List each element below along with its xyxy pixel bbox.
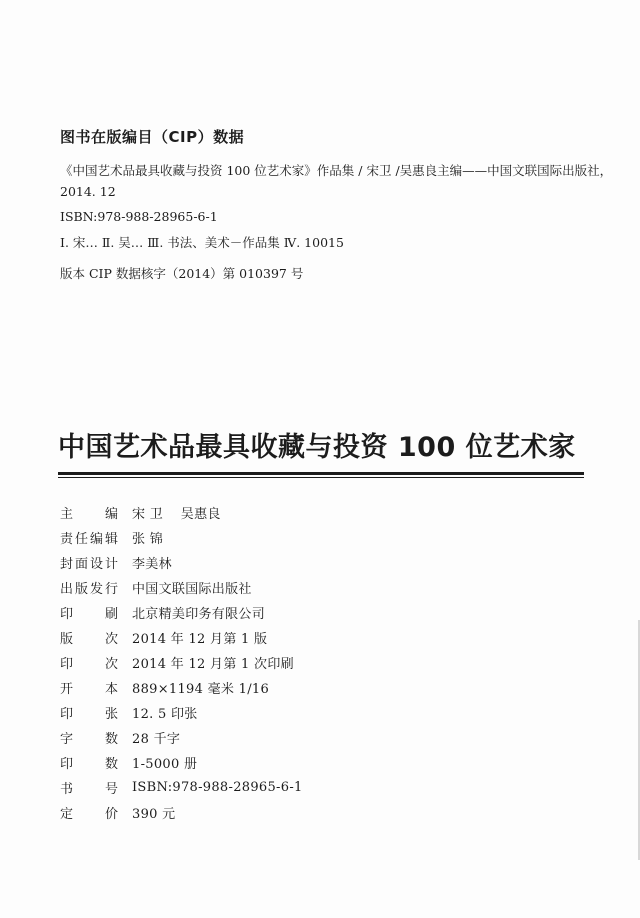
credit-value: 889×1194 毫米 1/16: [132, 682, 270, 697]
credit-label-char: 主: [60, 507, 74, 522]
credit-value: 28 千字: [132, 732, 181, 747]
cip-verification-number: 版本 CIP 数据核字（2014）第 010397 号: [60, 266, 304, 281]
credit-label: [60, 678, 118, 697]
credit-value: 2014 年 12 月第 1 次印刷: [132, 657, 294, 672]
credit-label-char: 号: [104, 782, 118, 797]
credit-label: [60, 703, 118, 722]
cip-classification: Ⅰ. 宋… Ⅱ. 吴… Ⅲ. 书法、美术－作品集 Ⅳ. 10015: [60, 235, 344, 250]
credit-label: [60, 653, 118, 672]
credit-value: 中国文联国际出版社: [132, 582, 252, 597]
credit-label-char: 印: [60, 757, 74, 772]
credit-row: [60, 675, 303, 700]
credit-label-char: 印: [60, 657, 74, 672]
book-title: 中国艺术品最具收藏与投资 100 位艺术家: [58, 432, 576, 463]
credit-label-char: 责: [60, 532, 74, 547]
credit-label: [60, 503, 118, 522]
credit-label-char: 印: [60, 707, 74, 722]
credit-label-char: 价: [104, 807, 118, 822]
credit-label-char: 书: [60, 782, 74, 797]
credit-value: 12. 5 印张: [132, 707, 198, 722]
credit-row: [60, 775, 303, 800]
credit-label-char: 次: [104, 657, 118, 672]
credit-label-char: 本: [104, 682, 118, 697]
credit-value: 宋 卫 吴惠良: [132, 507, 221, 522]
credit-label-char: 出: [60, 582, 74, 597]
credit-value: 390 元: [132, 807, 176, 822]
title-rule-thick: [58, 472, 584, 475]
credit-label: [60, 528, 118, 547]
credit-row: [60, 700, 303, 725]
credits-list: [60, 500, 303, 825]
credit-label-char: 数: [104, 757, 118, 772]
credit-label-char: 定: [60, 807, 74, 822]
credit-row: [60, 550, 303, 575]
credit-label: [60, 753, 118, 772]
credit-row: [60, 750, 303, 775]
credit-row: [60, 800, 303, 825]
credit-label-char: 次: [104, 632, 118, 647]
credit-label-char: 字: [60, 732, 74, 747]
credit-label-char: 刷: [104, 607, 118, 622]
credit-value: 李美林: [132, 557, 172, 572]
credit-label-char: 任: [74, 532, 88, 547]
credit-label: [60, 778, 118, 797]
credit-row: [60, 525, 303, 550]
credit-label: [60, 803, 118, 822]
credit-row: [60, 725, 303, 750]
credit-label-char: 编: [104, 507, 118, 522]
credit-value: ISBN:978-988-28965-6-1: [132, 780, 303, 795]
cip-record-title: 《中国艺术品最具收藏与投资 100 位艺术家》作品集 / 宋卫 /吴惠良主编——中国文联国际出版社，2014. 12: [60, 163, 613, 199]
credit-label: [60, 603, 118, 622]
credit-label-char: 面: [74, 557, 88, 572]
credit-row: [60, 650, 303, 675]
credit-label-char: 编: [89, 532, 103, 547]
cip-heading: 图书在版编目（CIP）数据: [60, 128, 245, 146]
credit-label-char: 版: [74, 582, 88, 597]
credit-label-char: 发: [89, 582, 103, 597]
credit-label-char: 张: [104, 707, 118, 722]
credit-label: [60, 553, 118, 572]
credit-label-char: 印: [60, 607, 74, 622]
credit-row: [60, 575, 303, 600]
credit-value: 2014 年 12 月第 1 版: [132, 632, 268, 647]
credit-label-char: 计: [104, 557, 118, 572]
credit-row: [60, 500, 303, 525]
credit-value: 北京精美印务有限公司: [132, 607, 266, 622]
credit-label-char: 行: [104, 582, 118, 597]
credit-label: [60, 628, 118, 647]
credit-row: [60, 600, 303, 625]
credit-label-char: 版: [60, 632, 74, 647]
credit-label-char: 封: [60, 557, 74, 572]
credit-label: [60, 728, 118, 747]
credit-label-char: 数: [104, 732, 118, 747]
cip-isbn: ISBN:978-988-28965-6-1: [60, 209, 218, 224]
credit-label: [60, 578, 118, 597]
credit-value: 1-5000 册: [132, 757, 198, 772]
credit-row: [60, 625, 303, 650]
credit-value: 张 锦: [132, 532, 164, 547]
credit-label-char: 设: [89, 557, 103, 572]
credit-label-char: 开: [60, 682, 74, 697]
title-rule-thin: [58, 477, 584, 478]
credit-label-char: 辑: [104, 532, 118, 547]
